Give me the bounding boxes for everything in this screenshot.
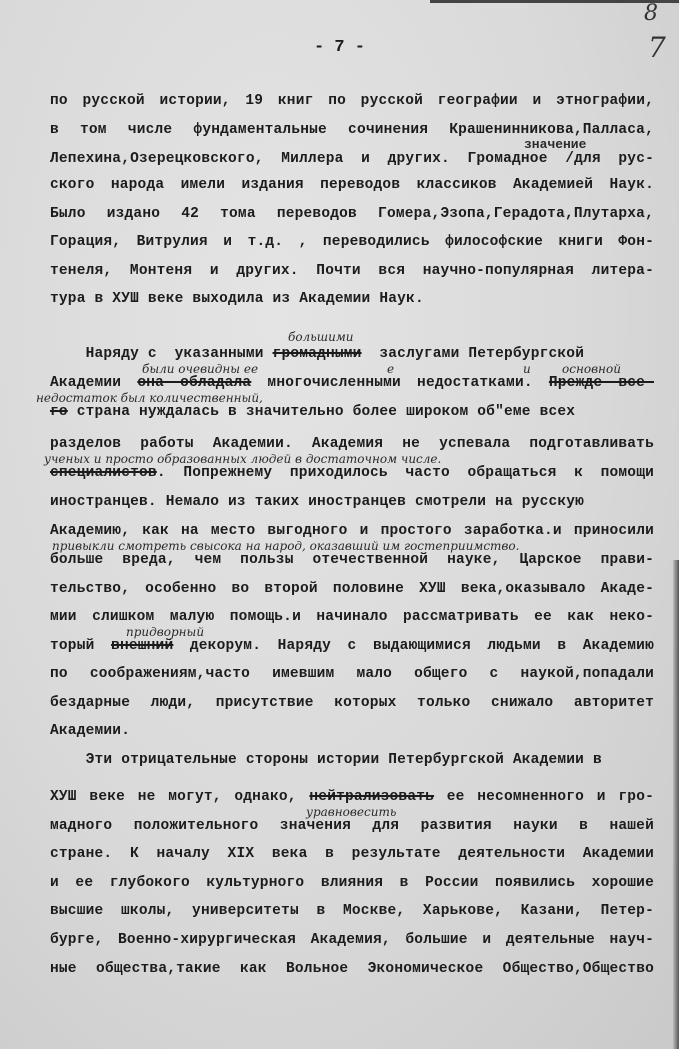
struck-text: нейтрализовать xyxy=(309,789,435,805)
typed-text: стране. К началу XIX века в результате деятельности Академии xyxy=(50,846,654,862)
text-line xyxy=(50,177,654,193)
text-line xyxy=(50,752,654,768)
typed-text: Эти отрицательные стороны истории Петербургской Академии в xyxy=(50,752,602,768)
text-line xyxy=(50,723,654,739)
typed-text: мадного положительного значения для развития науки в нашей xyxy=(50,818,654,834)
text-line xyxy=(50,93,654,109)
handwritten-insertion: недостаток был количественный, xyxy=(36,390,263,405)
text-line xyxy=(50,404,654,420)
typed-text: Академию, как на место выгодного и простого заработка.и приносили xyxy=(50,523,654,539)
old-page-mark: 8 xyxy=(644,1,658,26)
typed-text: тельство, особенно во второй половине ХУШ века,оказывало Акаде- xyxy=(50,581,654,597)
text-line xyxy=(50,291,654,307)
handwritten-insertion: и xyxy=(523,361,531,376)
text-line xyxy=(50,465,654,481)
new-page-mark: 7 xyxy=(648,31,666,64)
typed-text: бурге, Военно-хирургическая Академия, большие и деятельные науч- xyxy=(50,932,654,948)
typed-text: ные общества,такие как Вольное Экономическое Общество,Общество xyxy=(50,961,654,977)
typed-text: бездарные люди, присутствие которых только снижало авторитет xyxy=(50,695,654,711)
handwritten-insertion: придворный xyxy=(126,624,205,639)
text-line xyxy=(50,581,654,597)
text-line xyxy=(50,818,654,834)
text-line xyxy=(50,695,654,711)
struck-text: она обладала xyxy=(137,375,252,391)
typed-text: многочисленными недостатками. xyxy=(251,375,549,391)
text-line xyxy=(50,846,654,862)
handwritten-insertion: уравновесить xyxy=(306,804,397,819)
text-line xyxy=(50,436,654,452)
scan-edge xyxy=(430,0,679,3)
text-line xyxy=(50,263,654,279)
typed-text: Наряду с указанными xyxy=(50,346,273,362)
text-line xyxy=(50,206,654,222)
typed-text: по соображениям,часто имевшим мало общего с наукой,попадали xyxy=(50,666,654,682)
handwritten-insertion: привыкли смотреть свысока на народ, оказавший им гостеприимство. xyxy=(52,538,520,553)
text-line xyxy=(50,375,654,391)
handwritten-insertion: основной xyxy=(562,361,621,376)
typed-text: высшие школы, университеты в Москве, Харькове, Казани, Петер- xyxy=(50,903,654,919)
text-line xyxy=(50,523,654,539)
typed-text: ее несомненного и гро- xyxy=(434,789,655,805)
typed-text: мии слишком малую помощь.и начинало рассматривать ее как неко- xyxy=(50,609,654,625)
text-line xyxy=(50,609,654,625)
handwritten-insertion: ученых и просто образованных людей в достаточном числе. xyxy=(44,451,442,466)
typed-text: Академии. xyxy=(50,723,131,739)
struck-text: громадными xyxy=(272,346,362,362)
typed-text: тенеля, Монтеня и других. Почти вся научно-популярная литера- xyxy=(50,263,654,279)
handwritten-insertion: большими xyxy=(288,330,354,344)
typed-text: . Попрежнему приходилось часто обращаться к помощи xyxy=(156,465,654,481)
typed-text: ского народа имели издания переводов классиков Академией Наук. xyxy=(50,177,654,193)
typed-text: страна нуждалась в значительно более широком об"еме всех xyxy=(67,404,576,420)
text-line xyxy=(50,875,654,891)
text-line xyxy=(50,494,654,510)
typed-text: Академии xyxy=(50,375,138,391)
text-line xyxy=(50,932,654,948)
typed-text: иностранцев. Немало из таких иностранцев смотрели на русскую xyxy=(50,494,585,510)
text-line xyxy=(50,638,654,654)
typed-text: по русской истории, 19 книг по русской географии и этнографии, xyxy=(50,93,654,109)
typed-text: заслугами Петербургской xyxy=(361,346,585,362)
typed-insertion: значение xyxy=(524,136,587,152)
text-line xyxy=(50,346,654,362)
typed-text: тура в ХУШ веке выходила из Академии Наук. xyxy=(50,291,424,307)
typed-text: ХУШ веке не могут, однако, xyxy=(50,789,310,805)
scan-edge xyxy=(673,560,679,1049)
typed-text: Было издано 42 тома переводов Гомера,Эзопа,Герадота,Плутарха, xyxy=(50,206,654,222)
struck-text: го xyxy=(50,404,68,420)
struck-text: Прежде все- xyxy=(548,375,654,391)
page-number: - 7 - xyxy=(313,38,365,57)
text-line xyxy=(50,789,654,805)
typed-text: и ее глубокого культурного влияния в России появились хорошие xyxy=(50,875,654,891)
typed-text: торый xyxy=(50,638,112,654)
struck-text: специалистов xyxy=(50,465,157,481)
text-line xyxy=(50,666,654,682)
text-line xyxy=(50,234,654,250)
text-line xyxy=(50,903,654,919)
typed-text: Лепехина,Озерецковского, Миллера и других. Громадное /для рус- xyxy=(50,151,654,167)
typed-text: больше вреда, чем пользы отечественной науке, Царское прави- xyxy=(50,552,654,568)
handwritten-insertion: е xyxy=(387,361,395,376)
struck-text: внешний xyxy=(111,638,174,654)
typed-text: разделов работы Академии. Академия не успевала подготавливать xyxy=(50,436,654,452)
typed-text: декорум. Наряду с выдающимися людьми в Академию xyxy=(173,638,654,654)
typed-text: Горация, Витрулия и т.д. , переводились философские книги Фон- xyxy=(50,234,654,250)
text-line xyxy=(50,552,654,568)
text-line xyxy=(50,961,654,977)
text-line xyxy=(50,122,654,138)
typed-text: в том числе фундаментальные сочинения Крашенинникова,Палласа, xyxy=(50,122,654,138)
handwritten-insertion: были очевидны ее xyxy=(142,361,259,376)
text-line xyxy=(50,151,654,167)
